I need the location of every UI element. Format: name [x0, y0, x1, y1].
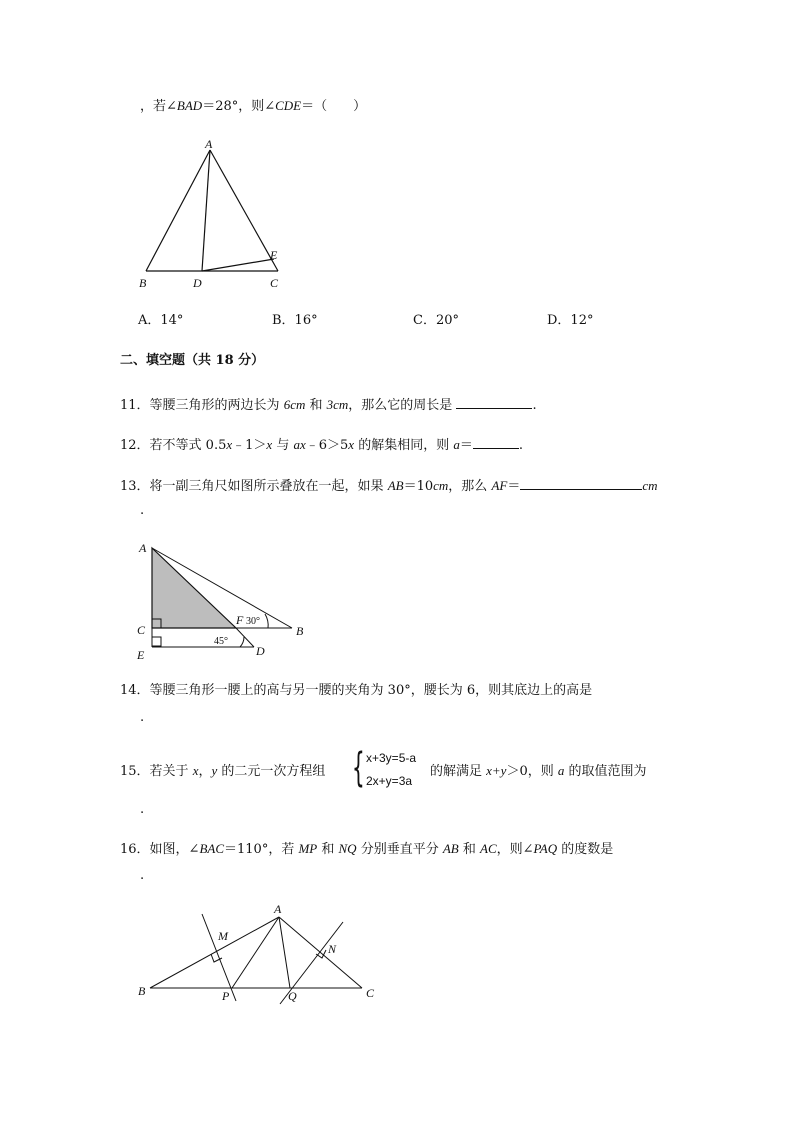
- q13-label-e: E: [137, 648, 145, 662]
- q16-label-a: A: [274, 902, 282, 916]
- q13-label-b: B: [296, 624, 304, 638]
- q13-label-a: A: [139, 541, 147, 555]
- q10-label-c: C: [270, 276, 279, 290]
- question-16: 16．如图，∠BAC＝110°，若 MP 和 NQ 分别垂直平分 AB 和 AC，则∠PAQ 的度数是: [120, 841, 614, 857]
- q16-label-c: C: [366, 986, 375, 1000]
- question-15-part2: 的解满足 x+y＞0，则 a 的取值范围为: [430, 763, 647, 779]
- q10-label-a: A: [205, 137, 213, 151]
- q10-option-d[interactable]: D．12°: [547, 313, 594, 328]
- q13-dot: .: [140, 503, 145, 518]
- q16-label-m: M: [218, 929, 228, 943]
- q15-dot: .: [140, 802, 145, 817]
- q10-label-d: D: [193, 276, 202, 290]
- q13-label-d: D: [256, 644, 265, 658]
- q15-equation-1: x+3y=5-a: [366, 751, 417, 765]
- question-14: 14．等腰三角形一腰上的高与另一腰的夹角为 30°，腰长为 6，则其底边上的高是: [120, 683, 593, 698]
- q10-option-c[interactable]: C．20°: [413, 313, 459, 328]
- q13-angle-30: 30°: [246, 616, 260, 627]
- q16-label-n: N: [328, 942, 337, 956]
- q15-brace: {: [352, 745, 365, 791]
- q14-dot: .: [140, 710, 145, 725]
- q13-label-f: F: [236, 613, 244, 627]
- question-13: 13．将一副三角尺如图所示叠放在一起，如果 AB＝10cm，那么 AF＝ cm: [120, 478, 658, 494]
- q15-equation-2: 2x+y=3a: [366, 774, 413, 788]
- q13-label-c: C: [137, 623, 146, 637]
- question-12: 12．若不等式 0.5x﹣1＞x 与 ax﹣6＞5x 的解集相同，则 a＝ .: [120, 437, 523, 453]
- q10-option-b[interactable]: B．16°: [272, 313, 318, 328]
- question-11: 11．等腰三角形的两边长为 6cm 和 3cm，那么它的周长是 .: [120, 397, 537, 413]
- q16-dot: .: [140, 868, 145, 883]
- q10-label-b: B: [139, 276, 147, 290]
- question-15-part1: 15．若关于 x，y 的二元一次方程组: [120, 763, 326, 779]
- section-title: 二、填空题（共 18 分）: [120, 353, 265, 368]
- q16-label-b: B: [138, 984, 146, 998]
- q16-label-q: Q: [288, 989, 297, 1003]
- q10-label-e: E: [270, 248, 278, 262]
- q10-stem: ，若∠BAD＝28°，则∠CDE＝（ ）: [140, 98, 367, 114]
- q16-label-p: P: [222, 989, 230, 1003]
- q10-option-a[interactable]: A．14°: [138, 313, 184, 328]
- q13-angle-45: 45°: [214, 636, 228, 647]
